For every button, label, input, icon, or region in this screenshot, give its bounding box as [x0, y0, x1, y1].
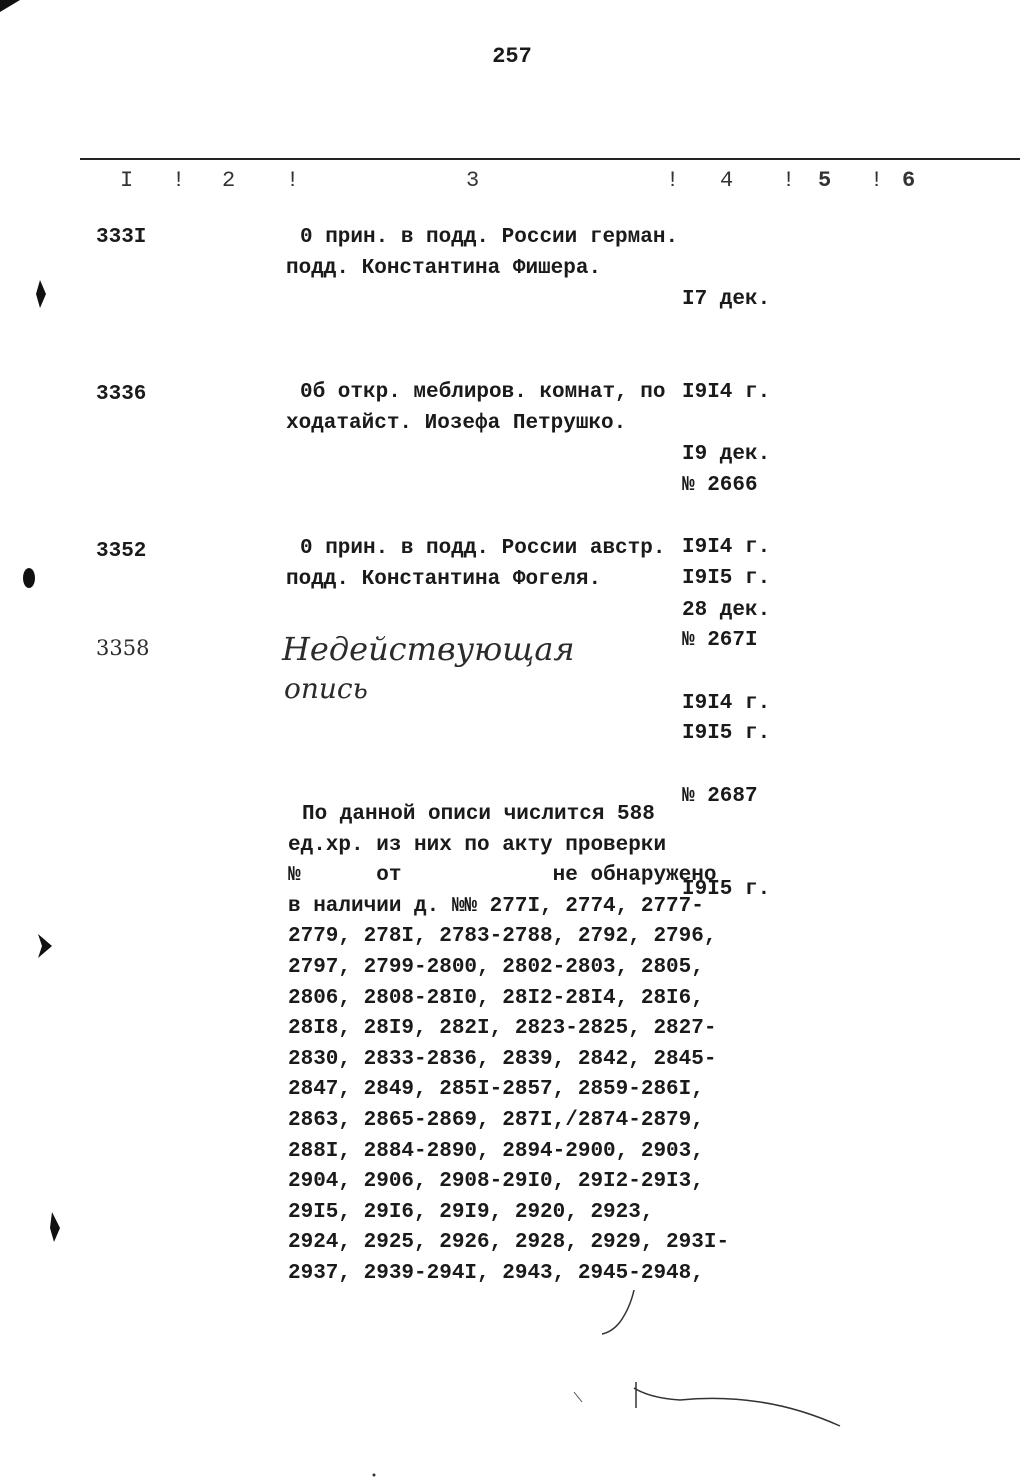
column-header-1: I	[120, 168, 134, 193]
record-date-line: I9I5 г.	[682, 878, 771, 901]
summary-line: 29I5, 29I6, 29I9, 2920, 2923,	[288, 1200, 654, 1224]
record-date-line: I9I4 г.	[682, 692, 771, 715]
summary-line: 2924, 2925, 2926, 2928, 2929, 293I-	[288, 1231, 730, 1255]
column-header-2: 2	[222, 168, 236, 193]
column-separator: !	[782, 168, 796, 193]
column-header-3: 3	[466, 168, 480, 193]
record-date-line: I7 дек.	[682, 288, 771, 311]
record-date-line: № 2687	[682, 785, 758, 808]
summary-line: 2806, 2808-28I0, 28I2-28I4, 28I6,	[288, 986, 704, 1010]
binding-hole-icon	[20, 566, 38, 590]
summary-line: № от не обнаружено	[288, 864, 717, 888]
record-date-line: I9 дек.	[682, 443, 771, 466]
summary-line: 2847, 2849, 285I-2857, 2859-286I,	[288, 1078, 704, 1102]
summary-line: в наличии д. №№ 277I, 2774, 2777-	[288, 894, 704, 918]
handwritten-note-line: Недействующая	[282, 630, 575, 668]
summary-line: 2830, 2833-2836, 2839, 2842, 2845-	[288, 1047, 717, 1071]
binding-hole-icon	[36, 934, 54, 958]
column-separator: !	[286, 168, 300, 193]
pen-stroke-icon	[600, 1288, 640, 1338]
corner-mark-icon	[0, 0, 24, 16]
summary-line: 2904, 2906, 2908-29I0, 29I2-29I3,	[288, 1170, 704, 1194]
record-id: 3352	[96, 540, 147, 563]
summary-line: 2779, 278I, 2783-2788, 2792, 2796,	[288, 925, 717, 949]
header-rule	[80, 158, 1020, 160]
record-title-line: 0 прин. в подд. России герман.	[300, 226, 679, 249]
binding-hole-icon	[32, 280, 48, 308]
record-date-line: I9I5 г.	[682, 567, 771, 590]
summary-line: 2937, 2939-294I, 2943, 2945-2948,	[288, 1261, 704, 1285]
handwritten-record-number: 3358	[96, 636, 150, 660]
summary-line: 2863, 2865-2869, 287I,/2874-2879,	[288, 1108, 704, 1132]
record-date-line: № 2666	[682, 474, 758, 497]
column-header-4: 4	[720, 168, 734, 193]
record-date-line: № 267I	[682, 629, 758, 652]
record-title-line: ходатайст. Иозефа Петрушко.	[286, 412, 627, 435]
summary-line: ед.хр. из них по акту проверки	[288, 833, 667, 857]
signature-stroke-icon	[560, 1378, 860, 1438]
summary-line: По данной описи числится 588	[302, 803, 655, 826]
page-number: 257	[492, 44, 532, 69]
summary-line: 2797, 2799-2800, 2802-2803, 2805,	[288, 955, 704, 979]
record-title-line: подд. Константина Фогеля.	[286, 568, 602, 591]
binding-hole-icon	[46, 1212, 62, 1242]
record-date-line: I9I4 г.	[682, 536, 771, 559]
column-separator: !	[172, 168, 186, 193]
dot-mark-icon	[370, 1470, 410, 1480]
summary-line: 288I, 2884-2890, 2894-2900, 2903,	[288, 1139, 704, 1163]
record-id: 3336	[96, 383, 147, 406]
column-header-5: 5	[818, 168, 832, 193]
record-title-line: 0 прин. в подд. России австр.	[300, 537, 666, 560]
column-separator: !	[666, 168, 680, 193]
record-date-line: I9I4 г.	[682, 381, 771, 404]
column-header-6: 6	[902, 168, 916, 193]
summary-paragraph	[288, 800, 758, 1290]
record-date-line: I9I5 г.	[682, 722, 771, 745]
record-title-line: 0б откр. меблиров. комнат, по	[300, 381, 666, 404]
record-date-line: 28 дек.	[682, 599, 771, 622]
handwritten-note-line: опись	[284, 672, 368, 705]
record-title-line: подд. Константина Фишера.	[286, 257, 602, 280]
record-id: 333I	[96, 226, 147, 249]
column-separator: !	[870, 168, 884, 193]
summary-line: 28I8, 28I9, 282I, 2823-2825, 2827-	[288, 1017, 717, 1041]
